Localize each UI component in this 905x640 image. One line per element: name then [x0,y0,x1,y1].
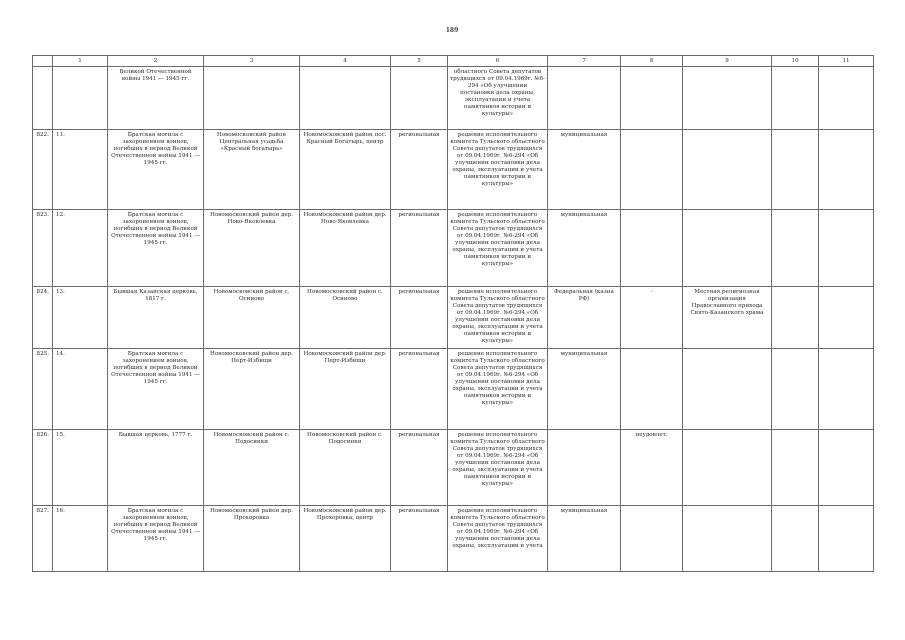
address-cell: Новомосковский район с. Подосинки [300,430,391,506]
user-organization-cell [683,67,772,130]
column-11-cell [819,210,874,287]
address-cell: Новомосковский район с. Осиново [300,287,391,349]
legal-act-cell: решение исполнительного комитета Тульского областного Совета депутатов трудящихся от 09.04.1969г. №6-294 «Об улучшении постановки дела охраны, эксплуатации и учета памятников истории и культуры» [448,210,548,287]
item-number-cell: 11. [53,130,108,210]
legal-act-cell: решение исполнительного комитета Тульского областного Совета депутатов трудящихся от 09.04.1969г. №6-294 «Об улучшении постановки дела охраны, эксплуатации и учета памятников истории и культуры» [448,430,548,506]
record-number-cell: 826. [33,430,53,506]
column-header: 10 [772,56,819,67]
column-header: 5 [391,56,448,67]
ownership-cell: муниципальная [548,130,621,210]
user-organization-cell [683,130,772,210]
monument-name-cell: Бывшая церковь, 1777 г. [108,430,204,506]
record-number-cell: 824. [33,287,53,349]
table-row [33,67,874,130]
address-cell: Новомосковский район пос. Красный Богатырь, центр [300,130,391,210]
significance-category-cell: региональная [391,349,448,430]
table-row [33,506,874,572]
ownership-cell [548,430,621,506]
column-11-cell [819,430,874,506]
location-cell: Новомосковский район Центральная усадьба «Красный богатырь» [204,130,300,210]
column-10-cell [772,349,819,430]
user-organization-cell [683,349,772,430]
column-11-cell [819,506,874,572]
item-number-cell: 14. [53,349,108,430]
column-11-cell [819,130,874,210]
address-cell [300,67,391,130]
condition-cell [621,67,683,130]
legal-act-cell: решение исполнительного комитета Тульского областного Совета депутатов трудящихся от 09.04.1969г. №6-294 «Об улучшении постановки дела охраны, эксплуатации и учета [448,506,548,572]
significance-category-cell: региональная [391,130,448,210]
user-organization-cell [683,210,772,287]
significance-category-cell: региональная [391,506,448,572]
monuments-register-table [32,55,874,572]
address-cell: Новомосковский район дер. Ново-Яковлевка [300,210,391,287]
location-cell: Новомосковский район дер. Перт-Избищи [204,349,300,430]
item-number-cell [53,67,108,130]
column-header: 9 [683,56,772,67]
user-organization-cell [683,506,772,572]
ownership-cell: муниципальная [548,210,621,287]
monument-name-cell: Братская могила с захоронением воинов, погибших в период Великой Отечественной войны 1941 — 1945 гг. [108,210,204,287]
column-header: 7 [548,56,621,67]
ownership-cell: муниципальная [548,349,621,430]
column-number-row [33,56,874,67]
item-number-cell: 13. [53,287,108,349]
location-cell [204,67,300,130]
column-10-cell [772,210,819,287]
item-number-cell: 15. [53,430,108,506]
monument-name-cell: Братская могила с захоронением воинов, погибших в период Великой Отечественной войны 1941 — 1945 гг. [108,349,204,430]
table-row [33,130,874,210]
legal-act-cell: решение исполнительного комитета Тульского областного Совета депутатов трудящихся от 09.04.1969г. №6-294 «Об улучшении постановки дела охраны, эксплуатации и учета памятников истории и культуры» [448,287,548,349]
condition-cell [621,349,683,430]
location-cell: Новомосковский район с. Подосинки [204,430,300,506]
record-number-cell: 825. [33,349,53,430]
record-number-cell: 823. [33,210,53,287]
table-row [33,349,874,430]
column-header: 3 [204,56,300,67]
significance-category-cell: региональная [391,210,448,287]
location-cell: Новомосковский район с. Осиново [204,287,300,349]
column-header: 6 [448,56,548,67]
condition-cell [621,210,683,287]
column-header: 2 [108,56,204,67]
monument-name-cell: Бывшая Казанская церковь, 1817 г. [108,287,204,349]
column-header: 11 [819,56,874,67]
column-header: 8 [621,56,683,67]
column-11-cell [819,287,874,349]
location-cell: Новомосковский район дер. Прохоровка [204,506,300,572]
column-header [33,56,53,67]
column-10-cell [772,506,819,572]
condition-cell [621,130,683,210]
ownership-cell: Федеральная (казна РФ) [548,287,621,349]
legal-act-cell: решение исполнительного комитета Тульского областного Совета депутатов трудящихся от 09.04.1969г. №6-294 «Об улучшении постановки дела охраны, эксплуатации и учета памятников истории и культуры» [448,349,548,430]
legal-act-cell: областного Совета депутатов трудящихся от 09.04.1969г. №6-294 «Об улучшении постановки дела охраны, эксплуатации и учета памятников истории и культуры» [448,67,548,130]
monument-name-cell: Великой Отечественной войны 1941 — 1945 гг. [108,67,204,130]
condition-cell [621,506,683,572]
column-10-cell [772,430,819,506]
table-row [33,287,874,349]
record-number-cell [33,67,53,130]
significance-category-cell: региональная [391,287,448,349]
item-number-cell: 16. [53,506,108,572]
column-11-cell [819,349,874,430]
monument-name-cell: Братская могила с захоронением воинов, погибших в период Великой Отечественной войны 1941 — 1945 гг. [108,506,204,572]
page-number: 189 [445,27,459,34]
item-number-cell: 12. [53,210,108,287]
significance-category-cell [391,67,448,130]
column-10-cell [772,130,819,210]
location-cell: Новомосковский район дер. Ново-Яковлевка [204,210,300,287]
ownership-cell: муниципальная [548,506,621,572]
record-number-cell: 827. [33,506,53,572]
ownership-cell [548,67,621,130]
column-11-cell [819,67,874,130]
table-row [33,430,874,506]
condition-cell: - [621,287,683,349]
column-header: 4 [300,56,391,67]
condition-cell: неудовлет. [621,430,683,506]
user-organization-cell: Местная религиозная организация Православного прихода Свято-Казанского храма [683,287,772,349]
column-10-cell [772,287,819,349]
column-10-cell [772,67,819,130]
significance-category-cell: региональная [391,430,448,506]
user-organization-cell [683,430,772,506]
monument-name-cell: Братская могила с захоронением воинов, погибших в период Великой Отечественной войны 1941 — 1945 гг. [108,130,204,210]
legal-act-cell: решение исполнительного комитета Тульского областного Совета депутатов трудящихся от 09.04.1969г. №6-294 «Об улучшении постановки дела охраны, эксплуатации и учета памятников истории и культуры» [448,130,548,210]
address-cell: Новомосковский район дер. Прохоровка, центр [300,506,391,572]
column-header: 1 [53,56,108,67]
table-row [33,210,874,287]
address-cell: Новомосковский район дер. Перт-Избищи [300,349,391,430]
record-number-cell: 822. [33,130,53,210]
